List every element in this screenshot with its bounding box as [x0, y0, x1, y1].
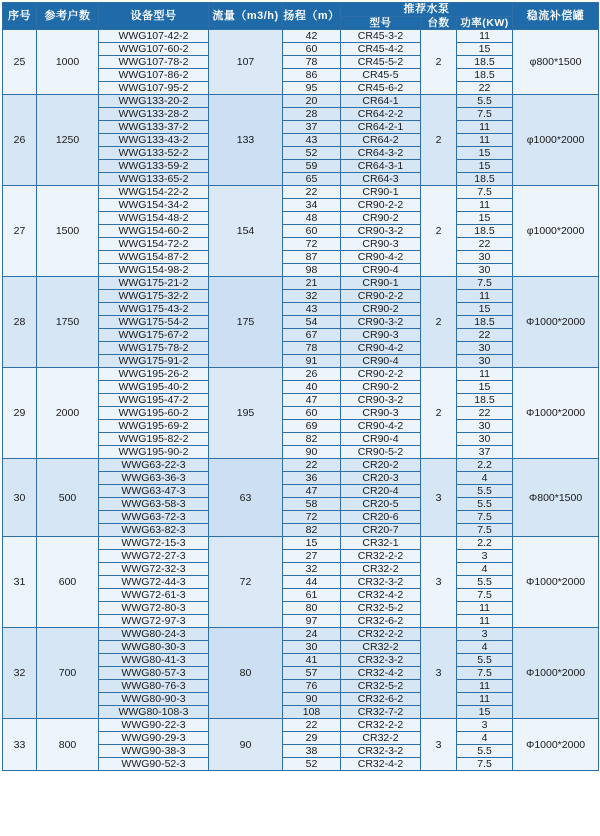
model-cell: WWG63-47-3 [99, 485, 209, 498]
households-cell: 2000 [37, 368, 99, 459]
head-cell: 32 [283, 290, 341, 303]
pump-model-cell: CR20-5 [341, 498, 421, 511]
equipment-selection-table [2, 2, 599, 771]
model-cell: WWG72-32-3 [99, 563, 209, 576]
pump-model-cell: CR64-3-1 [341, 160, 421, 173]
households-cell: 1250 [37, 95, 99, 186]
pump-model-cell: CR32-2 [341, 641, 421, 654]
head-cell: 22 [283, 719, 341, 732]
pump-power-cell: 11 [457, 602, 513, 615]
model-cell: WWG175-91-2 [99, 355, 209, 368]
seq-cell: 31 [3, 537, 37, 628]
pump-model-cell: CR32-4-2 [341, 667, 421, 680]
model-cell: WWG80-41-3 [99, 654, 209, 667]
pump-power-cell: 11 [457, 30, 513, 43]
head-cell: 60 [283, 225, 341, 238]
pump-model-cell: CR32-3-2 [341, 576, 421, 589]
pump-power-cell: 30 [457, 342, 513, 355]
tank-cell: φ1000*2000 [513, 186, 599, 277]
head-cell: 44 [283, 576, 341, 589]
pump-model-cell: CR32-4-2 [341, 589, 421, 602]
pump-model-cell: CR64-3-2 [341, 147, 421, 160]
tank-cell: Φ1000*2000 [513, 719, 599, 771]
head-cell: 98 [283, 264, 341, 277]
model-cell: WWG195-60-2 [99, 407, 209, 420]
head-cell: 27 [283, 550, 341, 563]
pump-power-cell: 15 [457, 381, 513, 394]
header-households: 参考户数 [37, 3, 99, 30]
head-cell: 90 [283, 693, 341, 706]
head-cell: 86 [283, 69, 341, 82]
pump-power-cell: 22 [457, 238, 513, 251]
head-cell: 78 [283, 342, 341, 355]
model-cell: WWG80-108-3 [99, 706, 209, 719]
pump-power-cell: 5.5 [457, 745, 513, 758]
pump-model-cell: CR64-2-2 [341, 108, 421, 121]
pump-count-cell: 3 [421, 719, 457, 771]
pump-power-cell: 30 [457, 355, 513, 368]
header-model: 设备型号 [99, 3, 209, 30]
model-cell: WWG107-95-2 [99, 82, 209, 95]
pump-model-cell: CR32-7-2 [341, 706, 421, 719]
pump-model-cell: CR64-3 [341, 173, 421, 186]
model-cell: WWG175-67-2 [99, 329, 209, 342]
model-cell: WWG154-87-2 [99, 251, 209, 264]
tank-cell: Φ800*1500 [513, 459, 599, 537]
model-cell: WWG195-47-2 [99, 394, 209, 407]
table-row [3, 459, 599, 472]
head-cell: 41 [283, 654, 341, 667]
model-cell: WWG80-90-3 [99, 693, 209, 706]
pump-power-cell: 15 [457, 160, 513, 173]
pump-power-cell: 37 [457, 446, 513, 459]
pump-power-cell: 4 [457, 563, 513, 576]
head-cell: 69 [283, 420, 341, 433]
table-row [3, 719, 599, 732]
head-cell: 80 [283, 602, 341, 615]
model-cell: WWG195-26-2 [99, 368, 209, 381]
pump-power-cell: 30 [457, 420, 513, 433]
pump-power-cell: 4 [457, 472, 513, 485]
model-cell: WWG63-22-3 [99, 459, 209, 472]
pump-model-cell: CR90-3-2 [341, 316, 421, 329]
pump-count-cell: 3 [421, 459, 457, 537]
model-cell: WWG133-20-2 [99, 95, 209, 108]
pump-model-cell: CR90-2-2 [341, 290, 421, 303]
head-cell: 57 [283, 667, 341, 680]
pump-model-cell: CR90-4 [341, 264, 421, 277]
pump-power-cell: 18.5 [457, 394, 513, 407]
households-cell: 800 [37, 719, 99, 771]
pump-count-cell: 2 [421, 368, 457, 459]
model-cell: WWG175-21-2 [99, 277, 209, 290]
pump-power-cell: 30 [457, 264, 513, 277]
model-cell: WWG154-98-2 [99, 264, 209, 277]
model-cell: WWG195-40-2 [99, 381, 209, 394]
pump-model-cell: CR32-2-2 [341, 550, 421, 563]
model-cell: WWG63-36-3 [99, 472, 209, 485]
flow-cell: 90 [209, 719, 283, 771]
head-cell: 21 [283, 277, 341, 290]
households-cell: 500 [37, 459, 99, 537]
pump-power-cell: 2.2 [457, 459, 513, 472]
pump-power-cell: 30 [457, 433, 513, 446]
head-cell: 22 [283, 186, 341, 199]
model-cell: WWG107-86-2 [99, 69, 209, 82]
pump-power-cell: 11 [457, 134, 513, 147]
head-cell: 59 [283, 160, 341, 173]
model-cell: WWG80-24-3 [99, 628, 209, 641]
model-cell: WWG154-34-2 [99, 199, 209, 212]
pump-model-cell: CR45-5 [341, 69, 421, 82]
model-cell: WWG90-38-3 [99, 745, 209, 758]
tank-cell: Φ1000*2000 [513, 537, 599, 628]
tank-cell: φ1000*2000 [513, 95, 599, 186]
model-cell: WWG133-65-2 [99, 173, 209, 186]
head-cell: 58 [283, 498, 341, 511]
households-cell: 700 [37, 628, 99, 719]
table-body [3, 30, 599, 771]
header-pump-power: 功率(KW) [457, 17, 513, 30]
head-cell: 90 [283, 446, 341, 459]
model-cell: WWG175-54-2 [99, 316, 209, 329]
head-cell: 32 [283, 563, 341, 576]
pump-model-cell: CR90-2-2 [341, 368, 421, 381]
pump-model-cell: CR90-3 [341, 407, 421, 420]
head-cell: 36 [283, 472, 341, 485]
pump-power-cell: 15 [457, 303, 513, 316]
pump-power-cell: 11 [457, 121, 513, 134]
model-cell: WWG175-43-2 [99, 303, 209, 316]
pump-power-cell: 7.5 [457, 758, 513, 771]
households-cell: 600 [37, 537, 99, 628]
pump-model-cell: CR90-4-2 [341, 251, 421, 264]
model-cell: WWG72-15-3 [99, 537, 209, 550]
pump-power-cell: 15 [457, 212, 513, 225]
header-row-top [3, 3, 599, 17]
pump-model-cell: CR32-3-2 [341, 745, 421, 758]
pump-model-cell: CR90-5-2 [341, 446, 421, 459]
pump-power-cell: 5.5 [457, 654, 513, 667]
households-cell: 1000 [37, 30, 99, 95]
model-cell: WWG133-37-2 [99, 121, 209, 134]
pump-model-cell: CR20-3 [341, 472, 421, 485]
flow-cell: 133 [209, 95, 283, 186]
model-cell: WWG133-43-2 [99, 134, 209, 147]
head-cell: 47 [283, 485, 341, 498]
pump-count-cell: 2 [421, 30, 457, 95]
pump-model-cell: CR90-1 [341, 186, 421, 199]
pump-power-cell: 18.5 [457, 69, 513, 82]
head-cell: 67 [283, 329, 341, 342]
pump-model-cell: CR90-2 [341, 381, 421, 394]
flow-cell: 195 [209, 368, 283, 459]
pump-power-cell: 15 [457, 706, 513, 719]
table-row [3, 628, 599, 641]
tank-cell: Φ1000*2000 [513, 628, 599, 719]
head-cell: 60 [283, 43, 341, 56]
flow-cell: 154 [209, 186, 283, 277]
model-cell: WWG72-44-3 [99, 576, 209, 589]
pump-count-cell: 2 [421, 95, 457, 186]
pump-power-cell: 7.5 [457, 667, 513, 680]
head-cell: 37 [283, 121, 341, 134]
seq-cell: 30 [3, 459, 37, 537]
header-tank: 稳流补偿罐 [513, 3, 599, 30]
model-cell: WWG72-80-3 [99, 602, 209, 615]
pump-power-cell: 2.2 [457, 537, 513, 550]
head-cell: 24 [283, 628, 341, 641]
head-cell: 29 [283, 732, 341, 745]
pump-power-cell: 18.5 [457, 173, 513, 186]
pump-power-cell: 5.5 [457, 485, 513, 498]
pump-model-cell: CR32-3-2 [341, 654, 421, 667]
model-cell: WWG72-61-3 [99, 589, 209, 602]
model-cell: WWG80-30-3 [99, 641, 209, 654]
table-row [3, 537, 599, 550]
header-head: 扬程（m） [283, 3, 341, 30]
pump-power-cell: 3 [457, 628, 513, 641]
table-row [3, 277, 599, 290]
head-cell: 28 [283, 108, 341, 121]
pump-model-cell: CR64-2-1 [341, 121, 421, 134]
model-cell: WWG63-72-3 [99, 511, 209, 524]
pump-power-cell: 5.5 [457, 95, 513, 108]
head-cell: 30 [283, 641, 341, 654]
pump-power-cell: 22 [457, 329, 513, 342]
pump-power-cell: 4 [457, 732, 513, 745]
pump-model-cell: CR90-3 [341, 238, 421, 251]
head-cell: 97 [283, 615, 341, 628]
head-cell: 87 [283, 251, 341, 264]
head-cell: 54 [283, 316, 341, 329]
tank-cell: φ800*1500 [513, 30, 599, 95]
pump-power-cell: 11 [457, 290, 513, 303]
pump-power-cell: 5.5 [457, 576, 513, 589]
pump-model-cell: CR32-6-2 [341, 693, 421, 706]
model-cell: WWG90-52-3 [99, 758, 209, 771]
model-cell: WWG63-58-3 [99, 498, 209, 511]
header-pump-count: 台数 [421, 17, 457, 30]
pump-model-cell: CR45-3-2 [341, 30, 421, 43]
pump-model-cell: CR32-2 [341, 732, 421, 745]
pump-power-cell: 7.5 [457, 589, 513, 602]
head-cell: 72 [283, 511, 341, 524]
pump-power-cell: 7.5 [457, 511, 513, 524]
flow-cell: 72 [209, 537, 283, 628]
model-cell: WWG175-32-2 [99, 290, 209, 303]
head-cell: 78 [283, 56, 341, 69]
model-cell: WWG133-52-2 [99, 147, 209, 160]
head-cell: 43 [283, 134, 341, 147]
seq-cell: 27 [3, 186, 37, 277]
head-cell: 108 [283, 706, 341, 719]
pump-power-cell: 7.5 [457, 277, 513, 290]
pump-power-cell: 11 [457, 368, 513, 381]
model-cell: WWG195-69-2 [99, 420, 209, 433]
households-cell: 1750 [37, 277, 99, 368]
head-cell: 42 [283, 30, 341, 43]
pump-power-cell: 11 [457, 199, 513, 212]
model-cell: WWG72-97-3 [99, 615, 209, 628]
pump-count-cell: 3 [421, 628, 457, 719]
flow-cell: 80 [209, 628, 283, 719]
head-cell: 95 [283, 82, 341, 95]
header-seq: 序号 [3, 3, 37, 30]
pump-power-cell: 7.5 [457, 186, 513, 199]
pump-model-cell: CR32-2-2 [341, 719, 421, 732]
model-cell: WWG63-82-3 [99, 524, 209, 537]
head-cell: 43 [283, 303, 341, 316]
pump-model-cell: CR90-1 [341, 277, 421, 290]
pump-model-cell: CR90-3-2 [341, 225, 421, 238]
head-cell: 52 [283, 147, 341, 160]
pump-model-cell: CR90-4 [341, 355, 421, 368]
pump-power-cell: 15 [457, 147, 513, 160]
pump-power-cell: 4 [457, 641, 513, 654]
households-cell: 1500 [37, 186, 99, 277]
pump-count-cell: 2 [421, 277, 457, 368]
pump-power-cell: 11 [457, 680, 513, 693]
pump-model-cell: CR90-4-2 [341, 420, 421, 433]
head-cell: 82 [283, 433, 341, 446]
pump-power-cell: 11 [457, 615, 513, 628]
model-cell: WWG80-57-3 [99, 667, 209, 680]
pump-model-cell: CR45-6-2 [341, 82, 421, 95]
model-cell: WWG154-48-2 [99, 212, 209, 225]
pump-power-cell: 7.5 [457, 108, 513, 121]
model-cell: WWG133-28-2 [99, 108, 209, 121]
tank-cell: Φ1000*2000 [513, 368, 599, 459]
seq-cell: 25 [3, 30, 37, 95]
seq-cell: 28 [3, 277, 37, 368]
pump-power-cell: 7.5 [457, 524, 513, 537]
pump-count-cell: 3 [421, 537, 457, 628]
flow-cell: 175 [209, 277, 283, 368]
pump-power-cell: 3 [457, 719, 513, 732]
head-cell: 47 [283, 394, 341, 407]
table-row [3, 30, 599, 43]
seq-cell: 29 [3, 368, 37, 459]
head-cell: 76 [283, 680, 341, 693]
pump-model-cell: CR20-7 [341, 524, 421, 537]
model-cell: WWG195-90-2 [99, 446, 209, 459]
table-row [3, 186, 599, 199]
pump-power-cell: 18.5 [457, 56, 513, 69]
pump-model-cell: CR90-4-2 [341, 342, 421, 355]
head-cell: 72 [283, 238, 341, 251]
head-cell: 40 [283, 381, 341, 394]
model-cell: WWG72-27-3 [99, 550, 209, 563]
model-cell: WWG107-60-2 [99, 43, 209, 56]
model-cell: WWG90-29-3 [99, 732, 209, 745]
pump-model-cell: CR64-2 [341, 134, 421, 147]
model-cell: WWG154-60-2 [99, 225, 209, 238]
pump-power-cell: 18.5 [457, 316, 513, 329]
flow-cell: 107 [209, 30, 283, 95]
head-cell: 15 [283, 537, 341, 550]
pump-model-cell: CR32-5-2 [341, 680, 421, 693]
model-cell: WWG80-76-3 [99, 680, 209, 693]
flow-cell: 63 [209, 459, 283, 537]
pump-power-cell: 3 [457, 550, 513, 563]
seq-cell: 32 [3, 628, 37, 719]
model-cell: WWG154-22-2 [99, 186, 209, 199]
tank-cell: Φ1000*2000 [513, 277, 599, 368]
head-cell: 34 [283, 199, 341, 212]
model-cell: WWG195-82-2 [99, 433, 209, 446]
pump-model-cell: CR90-2 [341, 212, 421, 225]
head-cell: 20 [283, 95, 341, 108]
pump-model-cell: CR32-1 [341, 537, 421, 550]
pump-power-cell: 22 [457, 82, 513, 95]
header-flow: 流量（m3/h) [209, 3, 283, 30]
table-row [3, 368, 599, 381]
model-cell: WWG175-78-2 [99, 342, 209, 355]
pump-count-cell: 2 [421, 186, 457, 277]
seq-cell: 26 [3, 95, 37, 186]
pump-model-cell: CR20-6 [341, 511, 421, 524]
pump-model-cell: CR20-2 [341, 459, 421, 472]
head-cell: 91 [283, 355, 341, 368]
pump-model-cell: CR20-4 [341, 485, 421, 498]
pump-model-cell: CR90-3 [341, 329, 421, 342]
pump-model-cell: CR32-5-2 [341, 602, 421, 615]
pump-power-cell: 5.5 [457, 498, 513, 511]
head-cell: 65 [283, 173, 341, 186]
head-cell: 38 [283, 745, 341, 758]
model-cell: WWG107-42-2 [99, 30, 209, 43]
pump-power-cell: 30 [457, 251, 513, 264]
pump-model-cell: CR90-3-2 [341, 394, 421, 407]
pump-power-cell: 15 [457, 43, 513, 56]
pump-model-cell: CR32-4-2 [341, 758, 421, 771]
model-cell: WWG133-59-2 [99, 160, 209, 173]
pump-power-cell: 22 [457, 407, 513, 420]
pump-power-cell: 11 [457, 693, 513, 706]
pump-model-cell: CR45-5-2 [341, 56, 421, 69]
head-cell: 48 [283, 212, 341, 225]
model-cell: WWG154-72-2 [99, 238, 209, 251]
head-cell: 61 [283, 589, 341, 602]
pump-model-cell: CR45-4-2 [341, 43, 421, 56]
head-cell: 60 [283, 407, 341, 420]
pump-model-cell: CR64-1 [341, 95, 421, 108]
pump-power-cell: 18.5 [457, 225, 513, 238]
pump-model-cell: CR90-2-2 [341, 199, 421, 212]
model-cell: WWG90-22-3 [99, 719, 209, 732]
seq-cell: 33 [3, 719, 37, 771]
head-cell: 82 [283, 524, 341, 537]
header-recommended-pump: 推荐水泵 [341, 3, 513, 17]
head-cell: 22 [283, 459, 341, 472]
pump-model-cell: CR32-2 [341, 563, 421, 576]
pump-model-cell: CR90-4 [341, 433, 421, 446]
model-cell: WWG107-78-2 [99, 56, 209, 69]
head-cell: 52 [283, 758, 341, 771]
table-row [3, 95, 599, 108]
pump-model-cell: CR90-2 [341, 303, 421, 316]
head-cell: 26 [283, 368, 341, 381]
pump-model-cell: CR32-2-2 [341, 628, 421, 641]
header-pump-model: 型号 [341, 17, 421, 30]
pump-model-cell: CR32-6-2 [341, 615, 421, 628]
